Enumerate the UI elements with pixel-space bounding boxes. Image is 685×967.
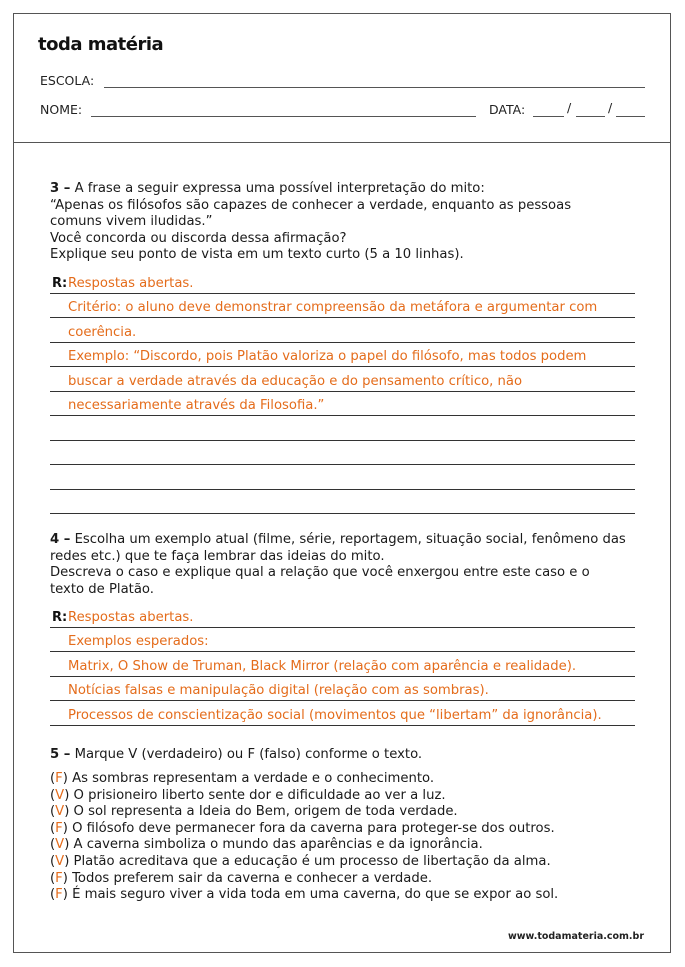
tf-mark[interactable]: V <box>55 804 65 820</box>
answer-line[interactable] <box>50 628 635 653</box>
answer-text: necessariamente através da Filosofia.” <box>68 398 325 413</box>
tf-mark[interactable]: V <box>55 787 65 803</box>
answer-text: Critério: o aluno deve demonstrar compreensão da metáfora e argumentar com <box>68 300 598 315</box>
tf-statement: Platão acreditava que a educação é um processo de libertação da alma. <box>73 853 551 869</box>
question-text: “Apenas os filósofos são capazes de conhecer a verdade, enquanto as pessoas <box>50 197 572 213</box>
tf-statement: O sol representa a Ideia do Bem, origem de toda verdade. <box>73 804 458 820</box>
tf-item: (V) A caverna simboliza o mundo das aparências e da ignorância. <box>50 837 483 853</box>
answer-label: R: <box>52 609 68 625</box>
escola-field[interactable] <box>104 87 645 88</box>
nome-field[interactable] <box>91 116 476 117</box>
tf-item: (V) O prisioneiro liberto sente dor e dificuldade ao ver a luz. <box>50 787 446 803</box>
tf-item: (F) As sombras representam a verdade e o conhecimento. <box>50 771 435 786</box>
question-text: A frase a seguir expressa uma possível interpretação do mito: <box>74 181 485 196</box>
answer-text: coerência. <box>68 324 137 340</box>
answer-line[interactable] <box>50 652 635 677</box>
answer-text: Processos de conscientização social (movimentos que “libertam” da ignorância). <box>68 707 602 723</box>
date-month-field[interactable] <box>576 116 605 117</box>
question-text: texto de Platão. <box>50 581 154 597</box>
answer-line[interactable] <box>50 465 635 490</box>
question-text: Você concorda ou discorda dessa afirmação? <box>50 230 347 246</box>
tf-item: (V) O sol representa a Ideia do Bem, origem de toda verdade. <box>50 804 458 820</box>
footer-url: www.todamateria.com.br <box>507 931 644 942</box>
answer-area-3 <box>50 269 635 514</box>
date-day-field[interactable] <box>533 116 564 117</box>
question-4 <box>50 532 650 598</box>
tf-statement: O filósofo deve permanecer fora da caverna para proteger-se dos outros. <box>72 820 555 836</box>
answer-line[interactable] <box>50 392 635 417</box>
date-separator: / <box>567 100 572 115</box>
answer-line[interactable] <box>50 294 635 319</box>
tf-mark[interactable]: F <box>55 887 63 903</box>
nome-label: NOME: <box>40 102 83 117</box>
date-separator: / <box>608 100 613 115</box>
answer-line[interactable] <box>50 343 635 368</box>
answer-text: Matrix, O Show de Truman, Black Mirror (relação com aparência e realidade). <box>68 658 577 674</box>
data-label: DATA: <box>489 102 526 117</box>
answer-text: Notícias falsas e manipulação digital (relação com as sombras). <box>68 683 489 698</box>
question-5 <box>50 747 650 764</box>
true-false-list <box>50 771 650 904</box>
tf-item: (F) É mais seguro viver a vida toda em uma caverna, do que se expor ao sol. <box>50 887 559 903</box>
tf-mark[interactable]: V <box>55 837 65 853</box>
answer-line[interactable] <box>50 367 635 392</box>
header <box>13 13 671 143</box>
logo: toda matéria <box>38 34 164 55</box>
question-number: 3 – <box>50 181 71 196</box>
answer-label: R: <box>52 275 68 291</box>
tf-statement: As sombras representam a verdade e o conhecimento. <box>72 771 435 786</box>
question-text: Marque V (verdadeiro) ou F (falso) conforme o texto. <box>74 747 423 762</box>
answer-line[interactable] <box>50 677 635 702</box>
answer-line[interactable] <box>50 416 635 441</box>
tf-mark[interactable]: V <box>55 853 65 869</box>
tf-statement: O prisioneiro liberto sente dor e dificuldade ao ver a luz. <box>73 787 446 803</box>
answer-line[interactable] <box>50 318 635 343</box>
date-year-field[interactable] <box>616 116 645 117</box>
question-text: comuns vivem iludidas.” <box>50 214 213 229</box>
answer-line[interactable] <box>50 490 635 515</box>
answer-line[interactable] <box>50 441 635 466</box>
tf-statement: A caverna simboliza o mundo das aparências e da ignorância. <box>73 837 483 853</box>
tf-mark[interactable]: F <box>55 820 63 836</box>
question-text: redes etc.) que te faça lembrar das ideias do mito. <box>50 548 385 564</box>
tf-item: (V) Platão acreditava que a educação é um processo de libertação da alma. <box>50 853 551 869</box>
tf-item: (F) Todos preferem sair da caverna e conhecer a verdade. <box>50 870 433 886</box>
question-text: Explique seu ponto de vista em um texto curto (5 a 10 linhas). <box>50 247 464 262</box>
question-3 <box>50 181 650 264</box>
question-number: 4 – <box>50 532 71 547</box>
answer-text: Respostas abertas. <box>68 609 194 625</box>
answer-line[interactable] <box>50 701 635 726</box>
question-text: Descreva o caso e explique qual a relação que você enxergou entre este caso e o <box>50 565 590 580</box>
tf-statement: É mais seguro viver a vida toda em uma caverna, do que se expor ao sol. <box>72 887 559 903</box>
answer-text: Exemplos esperados: <box>68 634 209 649</box>
answer-text: Exemplo: “Discordo, pois Platão valoriza o papel do filósofo, mas todos podem <box>68 349 587 364</box>
escola-label: ESCOLA: <box>40 73 95 88</box>
tf-mark[interactable]: F <box>55 771 63 786</box>
tf-item: (F) O filósofo deve permanecer fora da caverna para proteger-se dos outros. <box>50 820 555 836</box>
answer-text: Respostas abertas. <box>68 275 194 291</box>
question-text: Escolha um exemplo atual (filme, série, reportagem, situação social, fenômeno das <box>74 532 626 547</box>
tf-mark[interactable]: F <box>55 870 63 886</box>
question-number: 5 – <box>50 747 71 762</box>
tf-statement: Todos preferem sair da caverna e conhecer a verdade. <box>72 870 433 886</box>
answer-text: buscar a verdade através da educação e do pensamento crítico, não <box>68 373 523 389</box>
answer-line[interactable] <box>50 269 635 294</box>
answer-area-4 <box>50 603 635 726</box>
answer-line[interactable] <box>50 603 635 628</box>
